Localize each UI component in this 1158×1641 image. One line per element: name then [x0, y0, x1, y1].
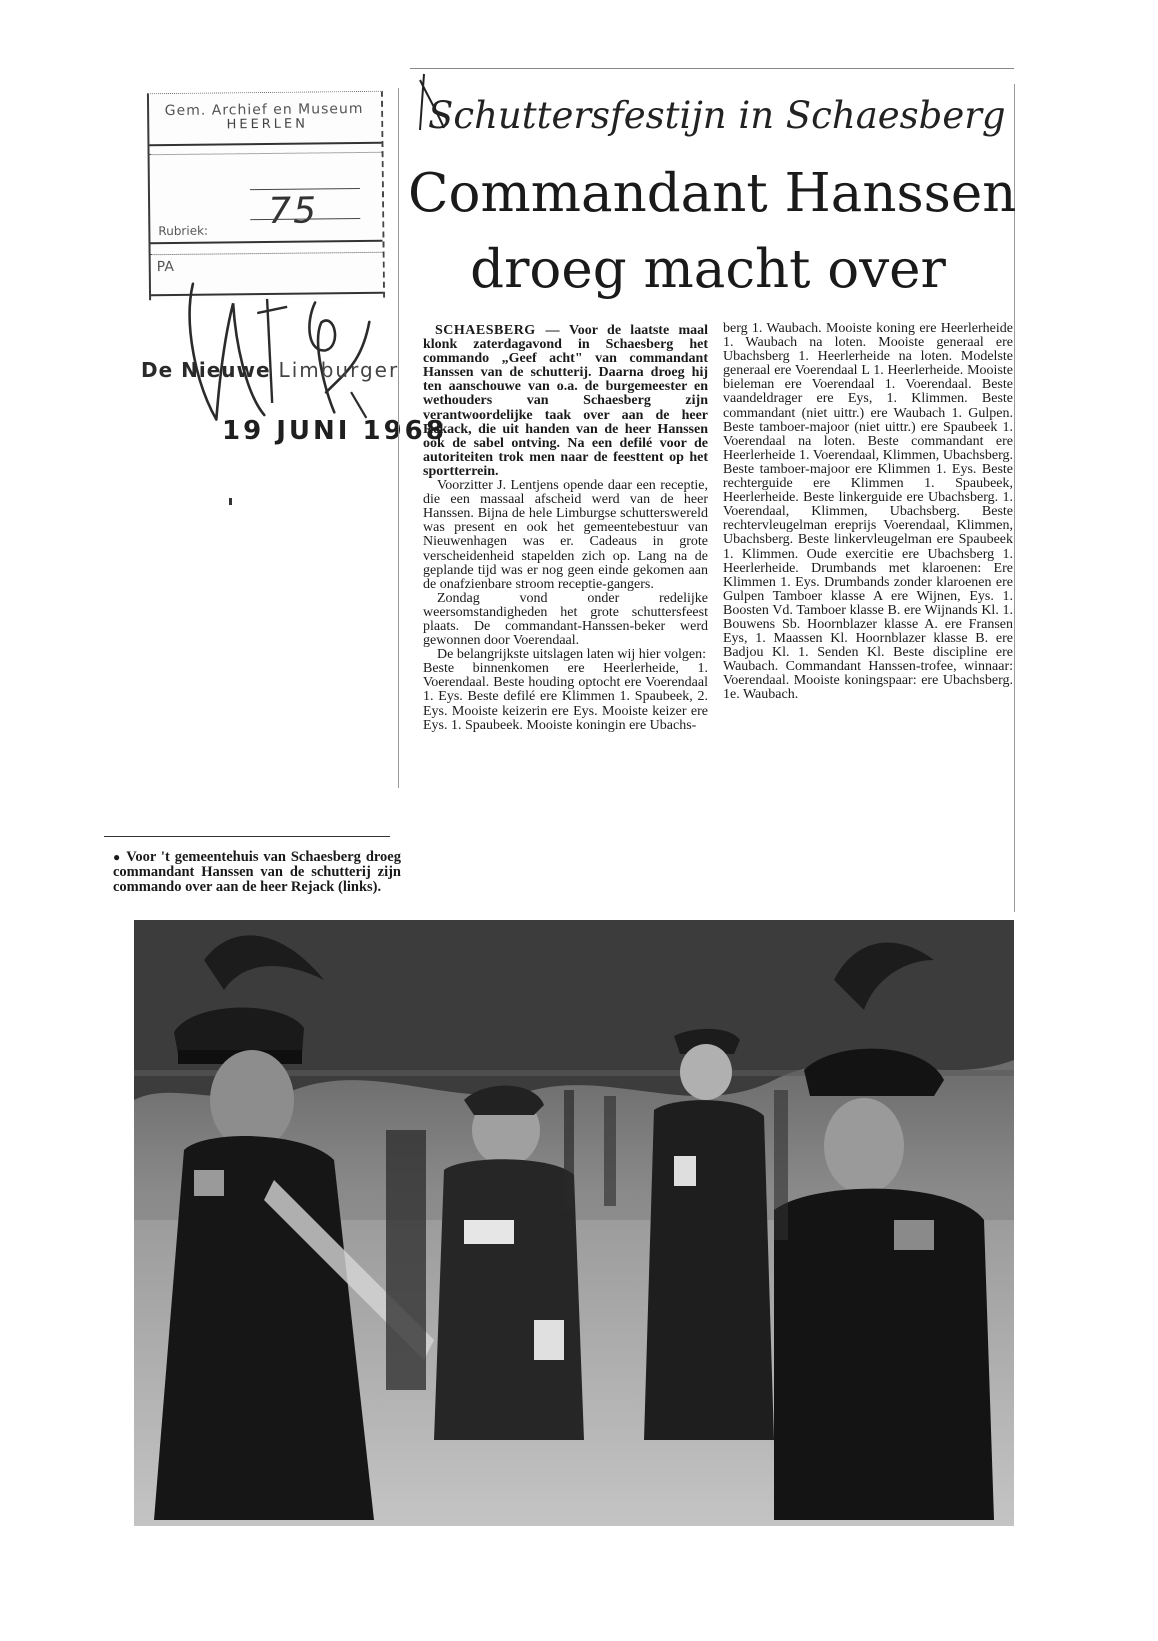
ink-speck: [229, 498, 232, 505]
article-paragraph: Voorzitter J. Lentjens opende daar een receptie, die een massaal afscheid werd van de heer Hanssen. Bijna de hele Limburgse schutterswereld was present en ook het gemeentebestuur van Nieuwenhagen was er. Cadeaus in grote verscheidenheid stapelden zich op. Lang na de geplande tijd was er nog geen einde gekomen aan de onafzienbare stroom receptie-gangers.: [423, 478, 708, 592]
headline-line: Commandant Hanssen: [408, 163, 1017, 224]
article-kicker: Schuttersfestijn in Schaesberg: [428, 94, 1006, 137]
photo-caption: [113, 850, 401, 895]
lead-text: Voor de laatste maal klonk zaterdagavond in Schaesberg het commando „Geef acht" van commandant Hanssen van de schutterij. Daarna droeg hij ten aanschouwe van o.a. de burgemeester en wethouders van Schaesberg zijn verantwoordelijke taak over aan de heer Rekack, die uit handen van de heer Hanssen ook de sabel ontving. Na een defilé voor de autoriteiten trok men naar de feesttent op het sportterrein.: [423, 323, 708, 479]
publication-date: 19 JUNI 1968: [222, 416, 447, 446]
article-column-right: [723, 322, 1013, 703]
stamp-divider: [150, 152, 382, 155]
article-column-left: [423, 324, 708, 733]
dateline: SCHAESBERG —: [435, 323, 560, 338]
article-paragraph: De belangrijkste uitslagen laten wij hier volgen:: [437, 647, 707, 663]
photo-illustration: [134, 920, 1014, 1526]
article-lead: [423, 324, 708, 479]
archive-stamp: [147, 91, 385, 300]
stamp-number: 75: [267, 190, 319, 232]
publication-name-bold: De Nieuwe: [141, 358, 271, 382]
caption-rule: [104, 836, 390, 837]
caption-bullet: ●: [113, 850, 122, 864]
results-list: Beste binnenkomen ere Heerlerheide, 1. Voerendaal. Beste houding optocht ere Voerendaal 1. Eys. Beste defilé ere Klimmen 1. Spaubeek, 2. Eys. Mooiste keizerin ere Eys. Mooiste keizer ere Eys. 1. Spaubeek. Mooiste koningin ere Ubachs-: [423, 661, 708, 733]
stamp-rubriek-label: Rubriek:: [158, 223, 209, 239]
header-rule: [410, 68, 1014, 69]
results-list: berg 1. Waubach. Mooiste koning ere Heerlerheide 1. Waubach na loten. Mooiste generaal ere Ubachsberg 1. Heerlerheide na loten. Modelste generaal ere Voerendaal L 1. Heerlerheide. Mooiste bieleman ere Voerendaal 1. Voerendaal. Beste vaandeldrager ere Eys, 1. Klimmen. Beste commandant (niet uittr.) ere Waubach 1. Gulpen. Beste tamboer-majoor (niet uittr.) ere Spaubeek 1. Voerendaal na loten. Beste commandant ere Heerlerheide 1. Voerendaal, Klimmen, Ubachsberg. Beste tamboer-majoor ere Klimmen 1. Eys. Beste rechterguide ere Klimmen 1. Spaubeek, Heerlerheide. Beste linkerguide ere Ubachsberg. 1. Voerendaal, Klimmen, Ubachsberg. Beste rechtervleugelman ereprijs Voerendaal, Klimmen, Ubachsberg. Beste linkervleugelman ere Spaubeek 1. Klimmen. Oude exercitie ere Ubachsberg 1. Heerlerheide. Drumbands met klaroenen: Ere Klimmen 1. Eys. Drumbands zonder klaroenen ere Gulpen Tamboer klasse A ere Wijnen, Eys. 1. Boosten Vd. Tamboer klasse B. ere Wijnands Kl. 1. Bouwens Sb. Hoornblazer klasse A. ere Fransen Eys, 1. Maassen Kl. Hoornblazer klasse B. ere Badjou Kl. 1. Senden Kl. Beste discipline ere Waubach. Commandant Hanssen-trofee, winnaar: Voerendaal. Mooiste koningspaar: ere Ubachsberg. 1e. Waubach.: [723, 321, 1013, 703]
stamp-divider: [149, 142, 381, 146]
stamp-city: HEERLEN: [226, 116, 309, 133]
news-photo: [134, 920, 1014, 1526]
stamp-pa-label: PA: [156, 258, 174, 276]
headline-line: droeg macht over: [470, 239, 946, 300]
caption-text: Voor 't gemeentehuis van Schaesberg droeg commandant Hanssen van de schutterij zijn commando over aan de heer Rejack (links).: [113, 849, 401, 895]
article-headline: [408, 156, 1017, 308]
handwritten-signature-icon: [175, 242, 377, 434]
publication-name-thin: Limburger: [278, 358, 400, 382]
column-rule-left: [398, 88, 399, 788]
publication-name: [141, 358, 400, 382]
article-paragraph: Zondag vond onder redelijke weersomstandigheden het grote schuttersfeest plaats. De commandant-Hanssen-beker werd gewonnen door Voerendaal.: [423, 590, 708, 649]
stamp-archive-name: Gem. Archief en Museum: [164, 100, 364, 120]
